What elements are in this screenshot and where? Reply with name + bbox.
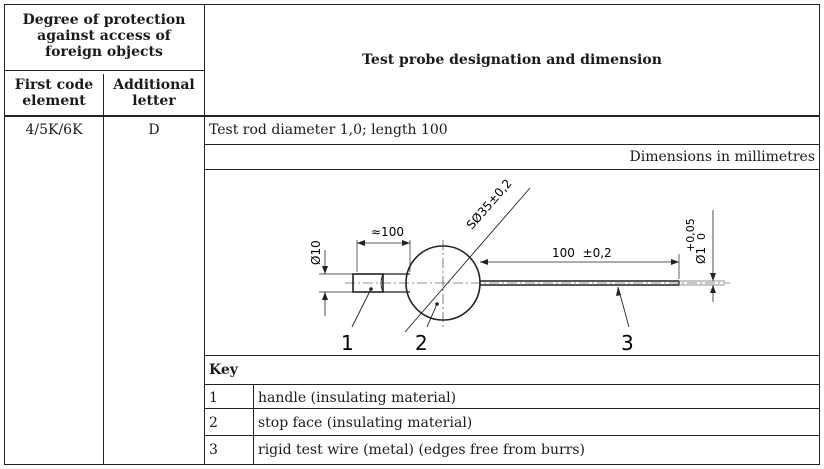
row-line-key <box>204 384 819 385</box>
key-num-2: 2 <box>209 415 218 431</box>
callout-3: 3 <box>621 331 634 355</box>
dim-handle-diameter: Ø10 <box>309 240 323 265</box>
letter-value: D <box>148 122 160 138</box>
header-group-title: Degree of protection against access of foreign objects <box>22 12 186 60</box>
header-bottom-line <box>5 115 819 117</box>
ip-code-table <box>4 4 820 465</box>
key-title: Key <box>209 362 238 378</box>
first-code-value: 4/5K/6K <box>25 122 83 138</box>
row-line-drawing <box>204 355 819 356</box>
key-text-2: stop face (insulating material) <box>258 415 473 431</box>
key-num-3: 3 <box>209 442 218 458</box>
key-text-1: handle (insulating material) <box>258 390 457 406</box>
dimensions-note: Dimensions in millimetres <box>629 149 815 165</box>
key-text-3: rigid test wire (metal) (edges free from burrs) <box>258 442 585 458</box>
dim-wire-tolerance-zero: 0 <box>695 233 708 240</box>
header-additional-letter: Additional letter <box>113 77 195 109</box>
row-line-key1 <box>204 408 819 409</box>
dim-sphere: SØ35±0,2 <box>463 176 515 232</box>
header-test-probe: Test probe designation and dimension <box>362 52 662 68</box>
row-line-key2 <box>204 435 819 436</box>
header-first-code: First code element <box>14 77 94 109</box>
probe-description: Test rod diameter 1,0; length 100 <box>209 122 448 138</box>
row-line-desc <box>204 144 819 145</box>
dim-wire-length: 100 ±0,2 <box>552 246 612 260</box>
key-num-1: 1 <box>209 390 218 406</box>
test-probe-drawing <box>205 170 819 355</box>
dim-wire-diameter: Ø1 <box>694 246 708 264</box>
dim-handle-length: ≈100 <box>371 225 404 239</box>
key-num-divider <box>253 385 254 464</box>
header-mid-line <box>5 70 204 71</box>
callout-1: 1 <box>341 331 354 355</box>
dim-wire-tolerance: +0,05 <box>684 218 697 252</box>
callout-2: 2 <box>415 331 428 355</box>
